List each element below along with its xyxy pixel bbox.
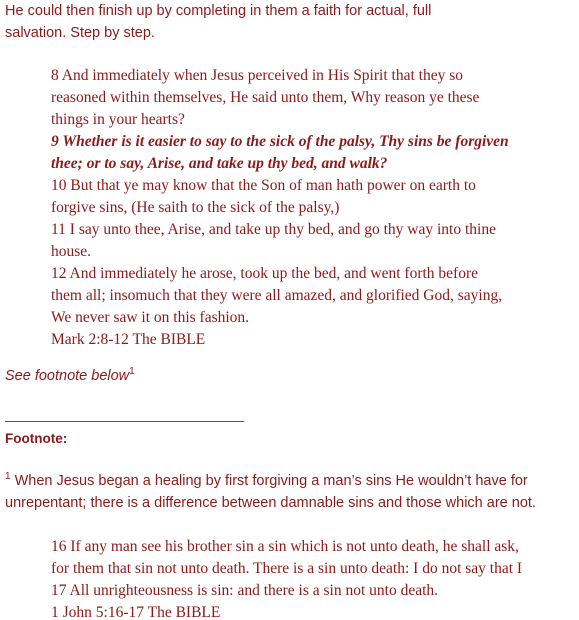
intro-paragraph bbox=[5, 0, 579, 44]
footnote-reference-marker[interactable]: 1 bbox=[129, 366, 135, 377]
intro-line: He could then finish up by completing in them a faith for actual, full bbox=[5, 3, 432, 19]
footnote-separator bbox=[5, 421, 244, 422]
verse-line: 8 And immediately when Jesus perceived in His Spirit that they so bbox=[51, 67, 463, 84]
see-footnote-text: See footnote below bbox=[5, 368, 130, 384]
verse-line: them all; insomuch that they were all amazed, and glorified God, saying, bbox=[51, 287, 503, 304]
scripture-citation: 1 John 5:16-17 The BIBLE bbox=[51, 604, 221, 620]
verse-line: reasoned within themselves, He said unto them, Why reason ye these bbox=[51, 89, 480, 106]
verse-line: for them that sin not unto death. There is a sin unto death: I do not say that I bbox=[51, 560, 523, 577]
footnote-body bbox=[5, 470, 536, 514]
intro-line: salvation. Step by step. bbox=[5, 25, 155, 41]
footnote-marker: 1 bbox=[5, 471, 11, 482]
verse-line: things in your hearts? bbox=[51, 111, 185, 128]
scripture-quote-john bbox=[51, 536, 522, 620]
footnote-line: unrepentant; there is a difference between damnable sins and those which are not. bbox=[5, 495, 536, 511]
verse-line: 12 And immediately he arose, took up the bed, and went forth before bbox=[51, 265, 478, 282]
footnote-line-text: When Jesus began a healing by first forgiving a man’s sins He wouldn’t have for bbox=[10, 473, 528, 489]
verse-line: 11 I say unto thee, Arise, and take up thy bed, and go thy way into thine bbox=[51, 221, 496, 238]
verse-line: 17 All unrighteousness is sin: and there is a sin not unto death. bbox=[51, 582, 439, 599]
footnote-heading: Footnote: bbox=[5, 431, 68, 446]
verse-line: 16 If any man see his brother sin a sin which is not unto death, he shall ask, bbox=[51, 538, 519, 555]
verse-line: forgive sins, (He saith to the sick of the palsy,) bbox=[51, 199, 340, 216]
verse-line-emphasis: 9 Whether is it easier to say to the sick of the palsy, Thy sins be forgiven bbox=[51, 133, 509, 150]
scripture-quote-mark bbox=[51, 65, 509, 351]
verse-line-emphasis: thee; or to say, Arise, and take up thy bed, and walk? bbox=[51, 155, 388, 172]
verse-line: house. bbox=[51, 243, 92, 260]
see-footnote-note bbox=[5, 368, 135, 384]
verse-line: 10 But that ye may know that the Son of man hath power on earth to bbox=[51, 177, 476, 194]
scripture-citation: Mark 2:8-12 The BIBLE bbox=[51, 331, 206, 348]
footnote-line bbox=[5, 470, 536, 492]
verse-line: We never saw it on this fashion. bbox=[51, 309, 250, 326]
